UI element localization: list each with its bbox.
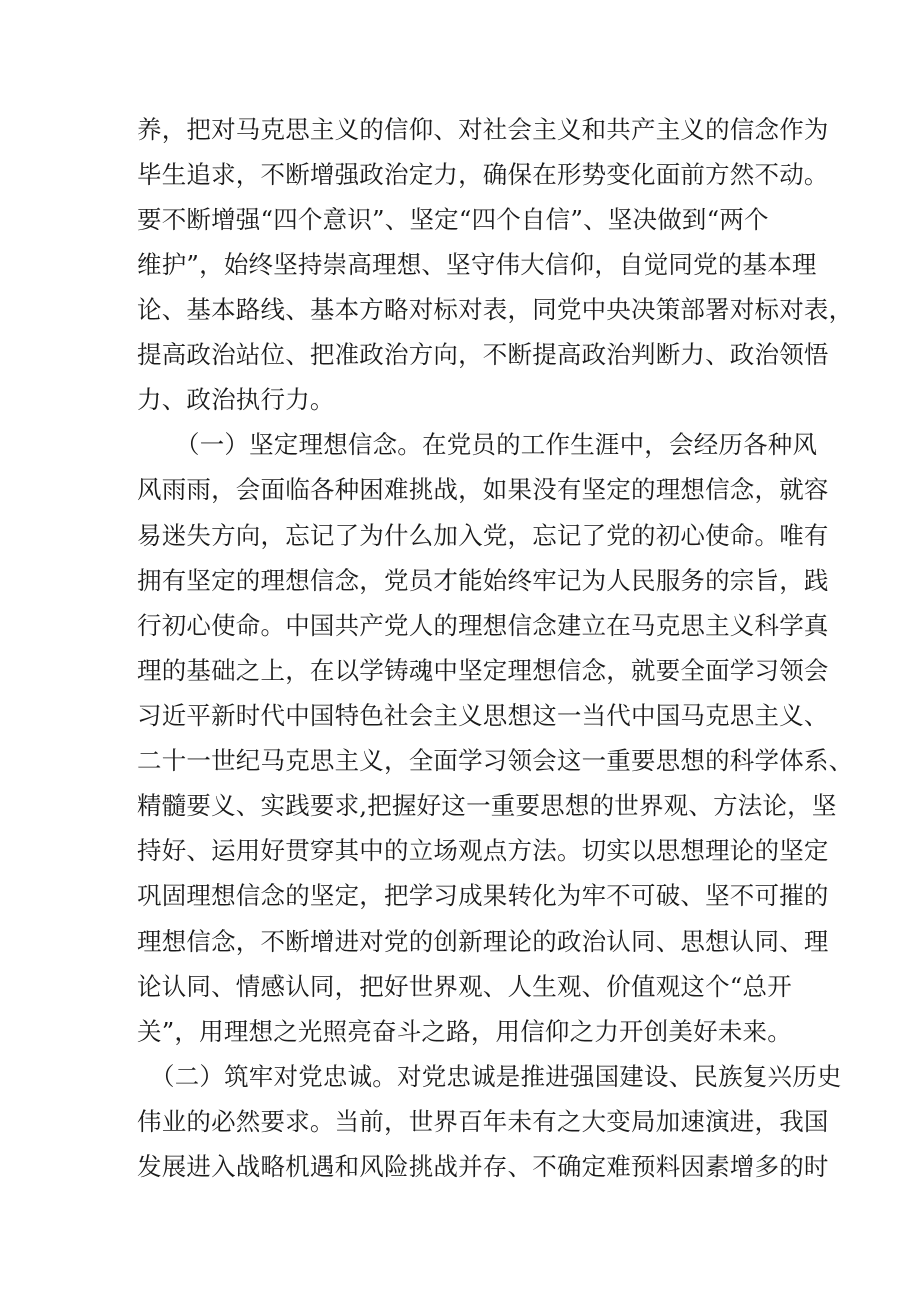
text-line: 巩固理想信念的坚定，把学习成果转化为牢不可破、坚不可摧的 <box>137 881 829 910</box>
text-line: 发展进入战略机遇和风险挑战并存、不确定难预料因素增多的时 <box>137 1152 829 1181</box>
text-line: 行初心使命。中国共产党人的理想信念建立在马克思主义科学真 <box>137 611 829 640</box>
text-line: 理的基础之上，在以学铸魂中坚定理想信念，就要全面学习领会 <box>137 656 829 685</box>
text-line: 理想信念，不断增进对党的创新理论的政治认同、思想认同、理 <box>137 927 829 956</box>
text-line: 风雨雨，会面临各种困难挑战，如果没有坚定的理想信念，就容 <box>137 475 829 504</box>
text-line: 拥有坚定的理想信念，党员才能始终牢记为人民服务的宗旨，践 <box>137 566 829 595</box>
text-line: 论认同、情感认同，把好世界观、人生观、价值观这个“总开 <box>137 972 792 1001</box>
paragraph-heading-line: （一）坚定理想信念。在党员的工作生涯中，会经历各种风 <box>175 430 818 459</box>
text-line: 易迷失方向，忘记了为什么加入党，忘记了党的初心使命。唯有 <box>137 521 829 550</box>
text-line: 二十一世纪马克思主义，全面学习领会这一重要思想的科学体系、 <box>137 746 854 775</box>
text-line: 力、政治执行力。 <box>137 385 335 414</box>
text-line: 习近平新时代中国特色社会主义思想这一当代中国马克思主义、 <box>137 701 829 730</box>
text-line: 关”，用理想之光照亮奋斗之路，用信仰之力开创美好未来。 <box>137 1017 792 1046</box>
text-line: 精髓要义、实践要求,把握好这一重要思想的世界观、方法论，坚 <box>137 791 837 820</box>
text-line: 持好、运用好贯穿其中的立场观点方法。切实以思想理论的坚定 <box>137 836 829 865</box>
text-line: 毕生追求，不断增强政治定力，确保在形势变化面前方然不动。 <box>137 160 829 189</box>
paragraph-heading-line: （二）筑牢对党忠诚。对党忠诚是推进强国建设、民族复兴历史 <box>150 1062 842 1091</box>
text-line: 要不断增强“四个意识”、坚定“四个自信”、坚决做到“两个 <box>137 205 769 234</box>
text-line: 论、基本路线、基本方略对标对表，同党中央决策部署对标对表， <box>137 295 854 324</box>
text-line: 提高政治站位、把准政治方向，不断提高政治判断力、政治领悟 <box>137 340 829 369</box>
text-line: 养，把对马克思主义的信仰、对社会主义和共产主义的信念作为 <box>137 115 829 144</box>
text-line: 维护”，始终坚持崇高理想、坚守伟大信仰，自觉同党的基本理 <box>137 250 817 279</box>
text-line: 伟业的必然要求。当前，世界百年未有之大变局加速演进，我国 <box>137 1107 829 1136</box>
